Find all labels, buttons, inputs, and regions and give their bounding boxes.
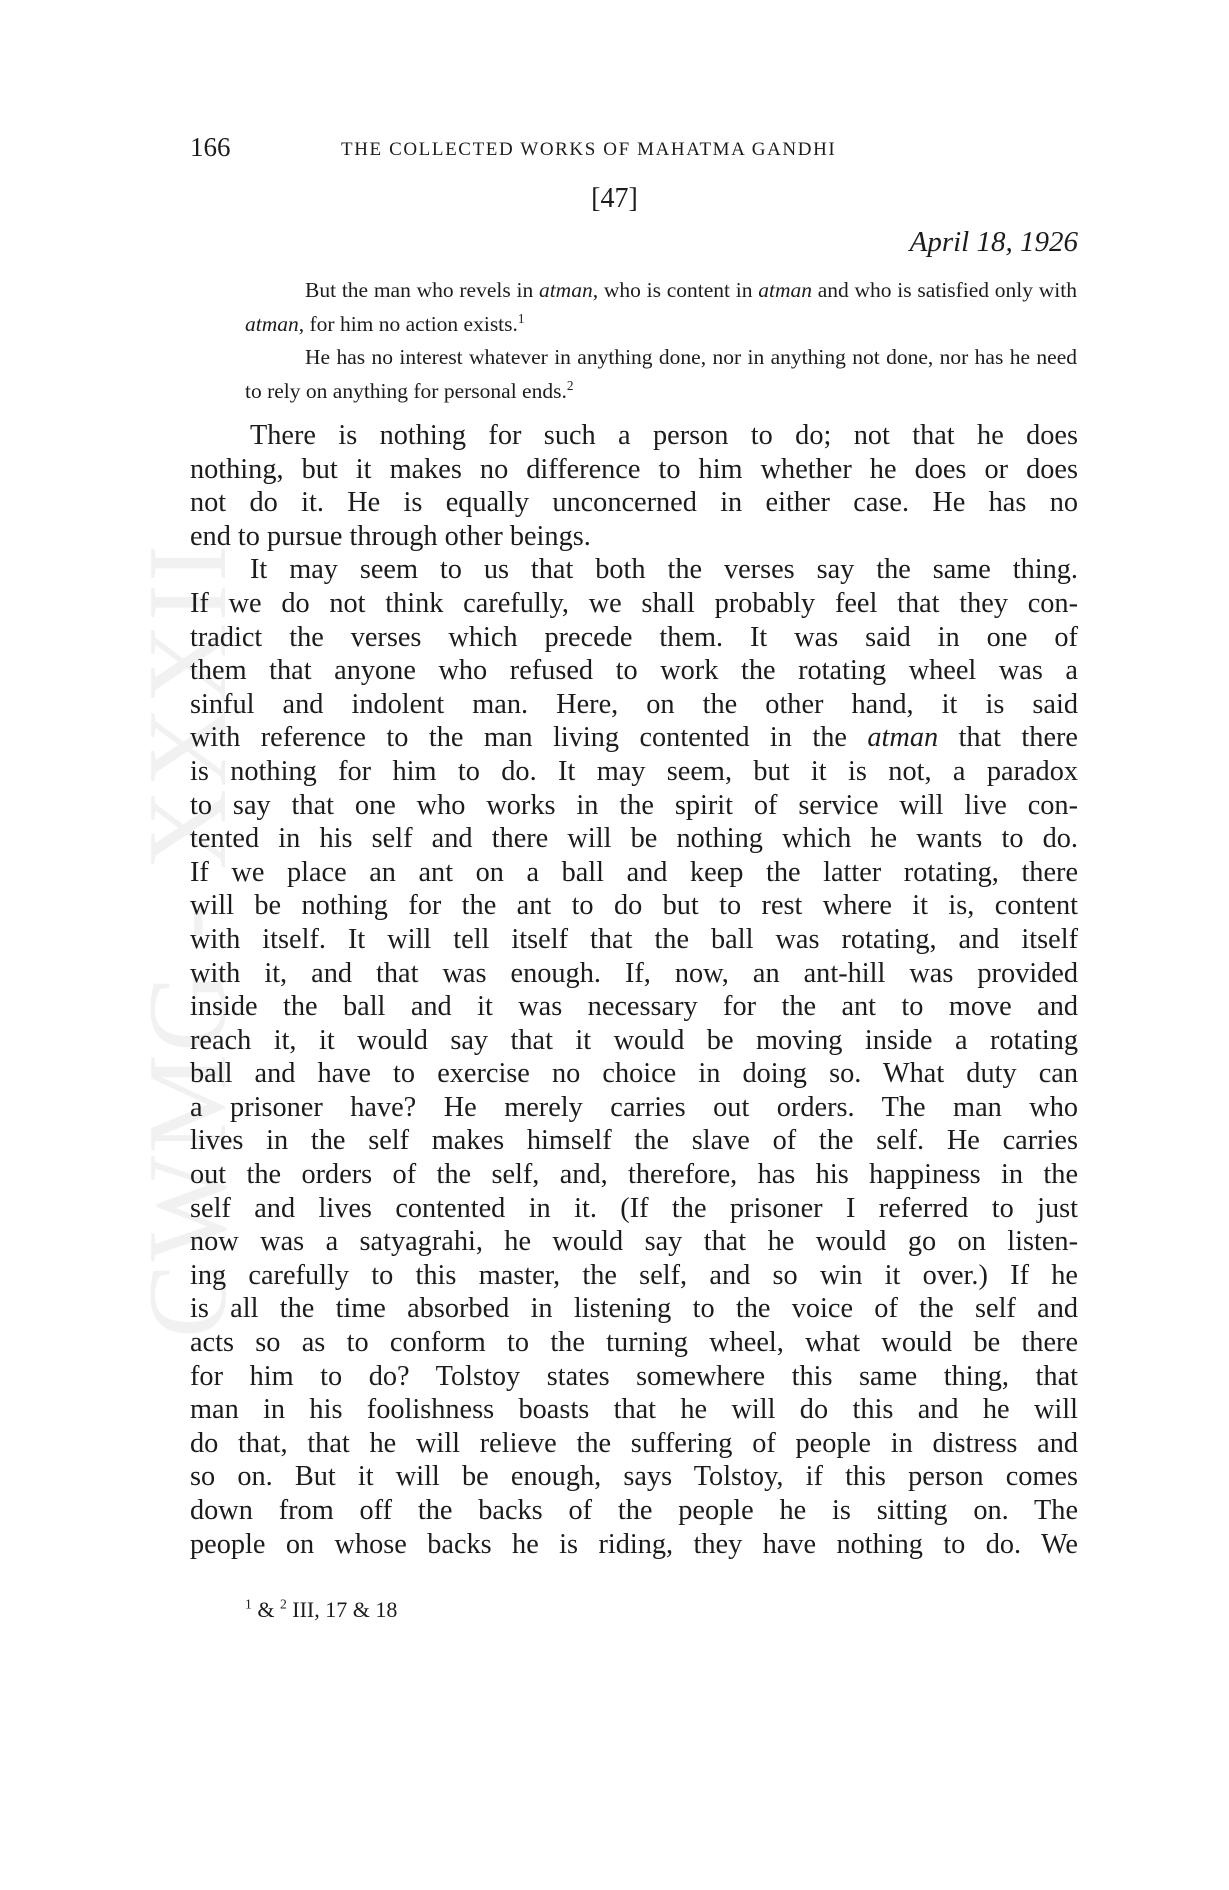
body-line: is nothing for him to do. It may seem, but it is not, a paradox (190, 755, 1078, 787)
page-number: 166 (190, 132, 231, 162)
footnote-ref-2: 2 (566, 377, 574, 393)
body-line: to say that one who works in the spirit of service will live con- (190, 789, 1078, 821)
body-line: man in his foolishness boasts that he will do this and he will (190, 1394, 1078, 1426)
body-line: so on. But it will be enough, says Tolstoy, if this person comes (190, 1461, 1078, 1493)
footnote-mark-1: 1 (245, 1596, 252, 1612)
body-text (190, 419, 1078, 1561)
body-line: ing carefully to this master, the self, and so win it over.) If he (190, 1259, 1078, 1291)
watermark: CWMG - XXXII (126, 542, 250, 1338)
body-line: tented in his self and there will be nothing which he wants to do. (190, 823, 1078, 855)
body-line: with itself. It will tell itself that the ball was rotating, and itself (190, 923, 1078, 955)
body-line: end to pursue through other beings. (190, 520, 591, 552)
body-line: down from off the backs of the people he is sitting on. The (190, 1495, 1078, 1526)
footnote (245, 1597, 397, 1623)
footnote-mark-2: 2 (279, 1596, 287, 1612)
verse-1-text: But the man who revels in atman, who is content in atman and who is satisfied only with atman, for him no action exists.$^1$ (245, 278, 1077, 336)
body-line: nothing, but it makes no difference to him whether he does or does (190, 453, 1078, 485)
body-line: with reference to the man living contented in the atman that there (190, 722, 1078, 754)
verse-2-text: He has no interest whatever in anything done, nor in anything not done, nor has he need to rely on anything for personal ends.$^2$ (245, 345, 1077, 403)
body-line: reach it, it would say that it would be moving inside a rotating (190, 1024, 1078, 1056)
body-line: people on whose backs he is riding, they have nothing to do. We (190, 1528, 1078, 1560)
body-line: do that, that he will relieve the suffering of people in distress and (190, 1427, 1078, 1459)
section-number: [47] (591, 183, 638, 214)
body-line: will be nothing for the ant to do but to rest where it is, content (190, 890, 1078, 922)
body-line: for him to do? Tolstoy states somewhere this same thing, that (190, 1360, 1078, 1392)
body-line: with it, and that was enough. If, now, an ant-hill was provided (190, 957, 1078, 989)
body-line: not do it. He is equally unconcerned in either case. He has no (190, 487, 1078, 519)
footnote-joiner: & (251, 1597, 280, 1622)
body-line: lives in the self makes himself the slave of the self. He carries (190, 1125, 1078, 1157)
verse-1 (245, 274, 1077, 341)
body-line: inside the ball and it was necessary for the ant to move and (190, 991, 1078, 1023)
body-line: There is nothing for such a person to do; not that he does (250, 420, 1078, 451)
body-line: It may seem to us that both the verses say the same thing. (250, 554, 1078, 586)
body-line: is all the time absorbed in listening to the voice of the self and (190, 1293, 1078, 1325)
body-line: If we place an ant on a ball and keep the latter rotating, there (190, 856, 1078, 888)
body-line: sinful and indolent man. Here, on the other hand, it is said (190, 688, 1078, 720)
date-line: April 18, 1926 (909, 226, 1078, 258)
body-line: them that anyone who refused to work the rotating wheel was a (190, 655, 1078, 687)
verse-2 (245, 341, 1077, 408)
footnote-ref-1: 1 (517, 310, 525, 326)
body-line: self and lives contented in it. (If the prisoner I referred to just (190, 1192, 1078, 1224)
body-line: If we do not think carefully, we shall probably feel that they con- (190, 587, 1078, 619)
body-line: tradict the verses which precede them. It was said in one of (190, 621, 1078, 653)
body-line: now was a satyagrahi, he would say that he would go on listen- (190, 1226, 1078, 1258)
page-header (190, 132, 1078, 172)
body-line: acts so as to conform to the turning wheel, what would be there (190, 1327, 1078, 1359)
body-line: out the orders of the self, and, therefore, has his happiness in the (190, 1159, 1078, 1191)
body-line: ball and have to exercise no choice in doing so. What duty can (190, 1058, 1078, 1090)
footnote-text: III, 17 & 18 (286, 1597, 398, 1622)
running-title: THE COLLECTED WORKS OF MAHATMA GANDHI (341, 139, 837, 160)
body-line: a prisoner have? He merely carries out orders. The man who (190, 1091, 1078, 1123)
